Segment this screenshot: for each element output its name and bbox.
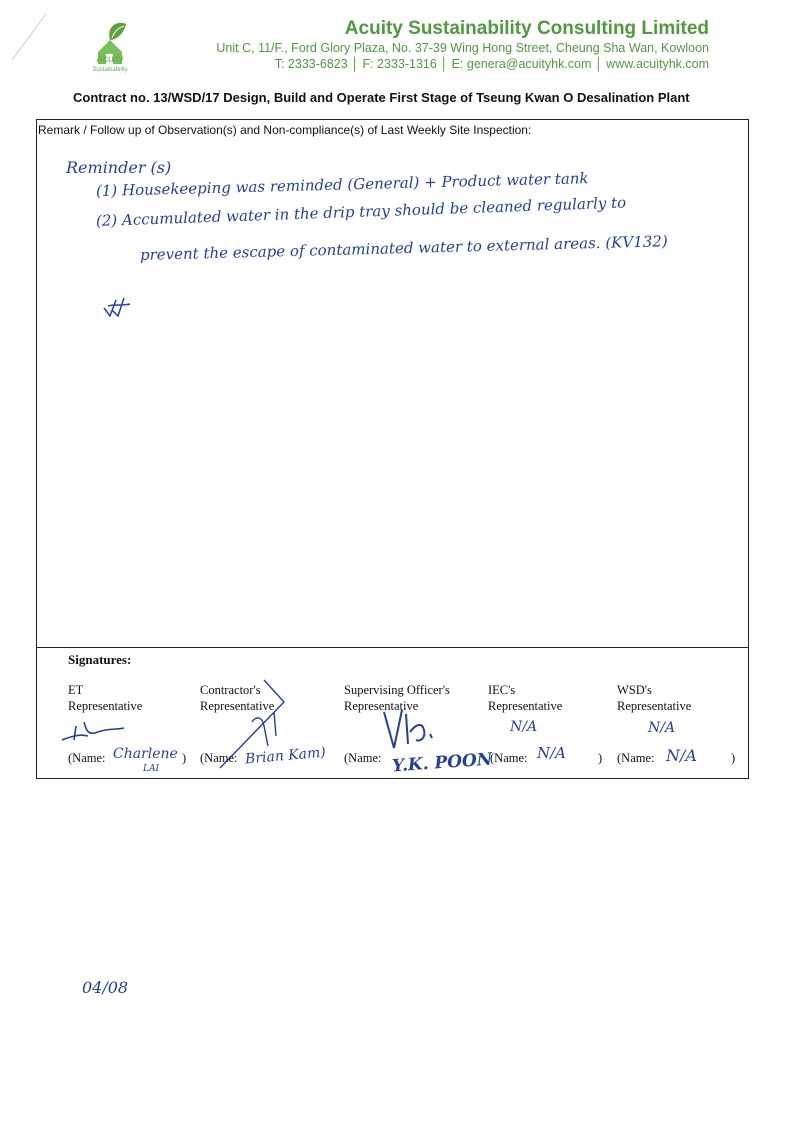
handwritten-item-2-continued: prevent the escape of contaminated water to external areas. (KV132) bbox=[139, 232, 668, 264]
role-so-line2: Representative bbox=[344, 699, 419, 713]
handwritten-initials-mark bbox=[102, 294, 132, 318]
name-et-handwritten-surname: LAI bbox=[143, 764, 160, 774]
contract-title: Contract no. 13/WSD/17 Design, Build and Operate First Stage of Tseung Kwan O Desalination Plant bbox=[73, 90, 690, 105]
close-paren-iec: ) bbox=[598, 751, 603, 765]
role-et-line2: Representative bbox=[68, 699, 143, 713]
supervising-officer-signature bbox=[380, 704, 450, 752]
close-paren-et: ) bbox=[182, 751, 187, 765]
name-wsd-handwritten: N/A bbox=[666, 746, 697, 765]
remark-section-label: Remark / Follow up of Observation(s) and Non-compliance(s) of Last Weekly Site Inspection: bbox=[38, 123, 532, 137]
signature-divider bbox=[36, 647, 749, 648]
scan-mark bbox=[8, 12, 48, 62]
iec-signature-na: N/A bbox=[510, 719, 538, 735]
et-signature bbox=[58, 716, 128, 746]
company-contact: T: 2333-6823 │ F: 2333-1316 │ E: genera@acuityhk.com │ www.acuityhk.com bbox=[274, 57, 709, 71]
role-iec-line1: IEC's bbox=[488, 683, 516, 697]
role-et-line1: ET bbox=[68, 683, 84, 697]
handwritten-item-2: (2) Accumulated water in the drip tray should be cleaned regularly to bbox=[95, 193, 627, 230]
name-iec-handwritten: N/A bbox=[537, 744, 567, 762]
role-wsd-line1: WSD's bbox=[617, 683, 652, 697]
name-label-wsd: (Name: bbox=[617, 751, 655, 765]
handwritten-date-note: 04/08 bbox=[82, 978, 129, 997]
close-paren-wsd: ) bbox=[731, 751, 736, 765]
handwritten-heading: Reminder (s) bbox=[66, 158, 172, 177]
name-label-contractor: (Name: bbox=[200, 751, 238, 765]
role-wsd bbox=[617, 682, 691, 714]
role-wsd-line2: Representative bbox=[617, 699, 692, 713]
logo-name: Acuity bbox=[96, 54, 124, 65]
handwritten-item-1: (1) Housekeeping was reminded (General) + Product water tank bbox=[95, 169, 589, 200]
role-contractor-line1: Contractor's bbox=[200, 683, 261, 697]
company-address: Unit C, 11/F., Ford Glory Plaza, No. 37-39 Wing Hong Street, Cheung Sha Wan, Kowloon bbox=[216, 41, 709, 55]
logo-tagline: Sustainability bbox=[92, 67, 128, 73]
name-contractor-handwritten: Brian Kam) bbox=[244, 744, 327, 768]
wsd-signature-na: N/A bbox=[648, 720, 676, 736]
name-label-iec: (Name: bbox=[490, 751, 528, 765]
role-et bbox=[68, 682, 142, 714]
name-label-so: (Name: bbox=[344, 751, 382, 765]
signatures-title: Signatures: bbox=[68, 652, 132, 667]
role-iec bbox=[488, 682, 562, 714]
role-iec-line2: Representative bbox=[488, 699, 563, 713]
role-contractor-line2: Representative bbox=[200, 699, 275, 713]
role-so-line1: Supervising Officer's bbox=[344, 683, 450, 697]
name-so-handwritten: Y.K. POON bbox=[391, 749, 493, 777]
company-name: Acuity Sustainability Consulting Limited bbox=[344, 18, 709, 39]
name-label-et: (Name: bbox=[68, 751, 106, 765]
name-et-handwritten: Charlene bbox=[113, 746, 178, 762]
